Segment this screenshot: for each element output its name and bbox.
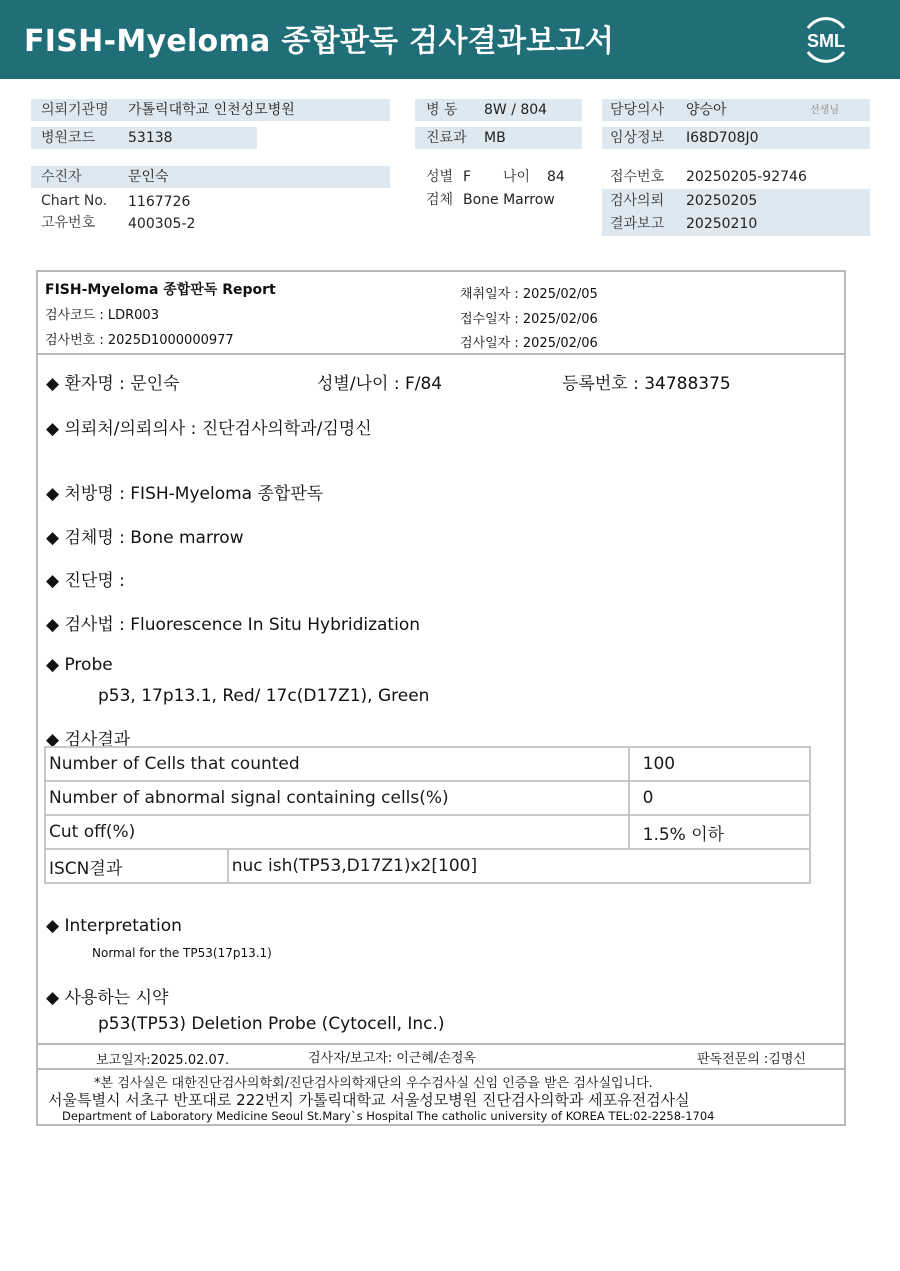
receipt-date: 접수일자 : 2025/02/06 [460, 312, 598, 327]
result-heading: ◆ 검사결과 [46, 730, 131, 750]
footer-english: Department of Laboratory Medicine Seoul St.Mary`s Hospital The catholic university of KOREA TEL:02-2258-1704 [62, 1109, 715, 1123]
patient-value: 문인숙 [128, 169, 169, 185]
unique-no-label: 고유번호 [41, 215, 96, 231]
age-value: 84 [547, 169, 565, 185]
referrer: ◆ 의뢰처/의뢰의사 : 진단검사의학과/김명신 [46, 419, 372, 439]
doctor-suffix: 선생님 [810, 105, 839, 116]
patient-name: ◆ 환자명 : 문인숙 [46, 374, 180, 394]
footer-address: 서울특별시 서초구 반포대로 222번지 가톨릭대학교 서울성모병원 진단검사의학과 세포유전검사실 [48, 1091, 690, 1109]
iscn-label: ISCN결과 [45, 849, 228, 883]
report-date: 보고일자:2025.02.07. [96, 1053, 230, 1068]
collect-date: 채취일자 : 2025/02/05 [460, 287, 598, 302]
interpretation-heading: ◆ Interpretation [46, 916, 182, 936]
specialist: 판독전문의 :김명신 [697, 1052, 806, 1067]
abnormal-cells-label: Number of abnormal signal containing cells(%) [45, 781, 629, 815]
specimen-value: Bone Marrow [463, 192, 555, 208]
reagent-value: p53(TP53) Deletion Probe (Cytocell, Inc.) [98, 1014, 445, 1034]
unique-no-value: 400305-2 [128, 216, 196, 232]
receipt-no-value: 20250205-92746 [686, 169, 807, 185]
sex-label: 성별 [426, 169, 454, 185]
test-request-value: 20250205 [686, 193, 758, 209]
ward-label: 병 동 [426, 102, 458, 118]
dept-value: MB [484, 130, 506, 146]
diagnosis: ◆ 진단명 : [46, 571, 125, 591]
age-label: 나이 [503, 169, 531, 185]
doctor-label: 담당의사 [610, 102, 665, 118]
info-bar-patient [31, 166, 390, 188]
cells-counted-value: 100 [629, 747, 810, 781]
specimen-name: ◆ 검체명 : Bone marrow [46, 528, 244, 548]
table-row [45, 849, 810, 883]
sex-age: 성별/나이 : F/84 [317, 374, 443, 394]
result-report-label: 결과보고 [610, 216, 665, 232]
test-date: 검사일자 : 2025/02/06 [460, 336, 598, 351]
report-signature-divider-bottom [36, 1068, 846, 1070]
prescription: ◆ 처방명 : FISH-Myeloma 종합판독 [46, 484, 324, 504]
patient-label: 수진자 [41, 169, 82, 185]
doctor-value: 양승아 [686, 102, 727, 118]
dept-label: 진료과 [426, 130, 467, 146]
table-row [45, 747, 810, 781]
report-subtitle: FISH-Myeloma 종합판독 Report [45, 282, 276, 298]
chart-no-label: Chart No. [41, 193, 108, 209]
test-request-label: 검사의뢰 [610, 193, 665, 209]
report-title: FISH-Myeloma 종합판독 검사결과보고서 [24, 24, 615, 59]
sml-logo-icon [800, 14, 852, 66]
table-row [45, 781, 810, 815]
result-report-value: 20250210 [686, 216, 758, 232]
test-number: 검사번호 : 2025D1000000977 [45, 333, 234, 348]
sex-value: F [463, 169, 472, 185]
logo-text: SML [807, 31, 845, 51]
registration-number: 등록번호 : 34788375 [562, 374, 731, 394]
report-header-divider [36, 353, 846, 355]
cells-counted-label: Number of Cells that counted [45, 747, 629, 781]
test-code: 검사코드 : LDR003 [45, 308, 159, 323]
interpretation-value: Normal for the TP53(17p13.1) [92, 946, 272, 960]
specimen-label: 검체 [426, 192, 454, 208]
reagent-heading: ◆ 사용하는 시약 [46, 988, 169, 1008]
report-signature-divider-top [36, 1043, 846, 1045]
results-table [44, 746, 811, 884]
ward-value: 8W / 804 [484, 102, 548, 118]
footer-notice: *본 검사실은 대한진단검사의학회/진단검사의학재단의 우수검사실 신임 인증을 받은 검사실입니다. [94, 1076, 653, 1091]
clinical-label: 임상정보 [610, 130, 665, 146]
tester-reporter: 검사자/보고자: 이근혜/손정옥 [308, 1051, 476, 1066]
probe-value: p53, 17p13.1, Red/ 17c(D17Z1), Green [98, 686, 430, 706]
report-header [0, 0, 900, 79]
hospital-code-value: 53138 [128, 130, 173, 146]
chart-no-value: 1167726 [128, 194, 191, 210]
clinical-value: I68D708J0 [686, 130, 759, 146]
probe-heading: ◆ Probe [46, 655, 113, 675]
institution-label: 의뢰기관명 [41, 102, 109, 118]
receipt-no-label: 접수번호 [610, 169, 665, 185]
cutoff-value: 1.5% 이하 [629, 815, 810, 849]
table-row [45, 815, 810, 849]
abnormal-cells-value: 0 [629, 781, 810, 815]
test-method: ◆ 검사법 : Fluorescence In Situ Hybridization [46, 615, 420, 635]
cutoff-label: Cut off(%) [45, 815, 629, 849]
institution-value: 가톨릭대학교 인천성모병원 [128, 102, 295, 118]
hospital-code-label: 병원코드 [41, 130, 96, 146]
iscn-value: nuc ish(TP53,D17Z1)x2[100] [228, 849, 810, 883]
